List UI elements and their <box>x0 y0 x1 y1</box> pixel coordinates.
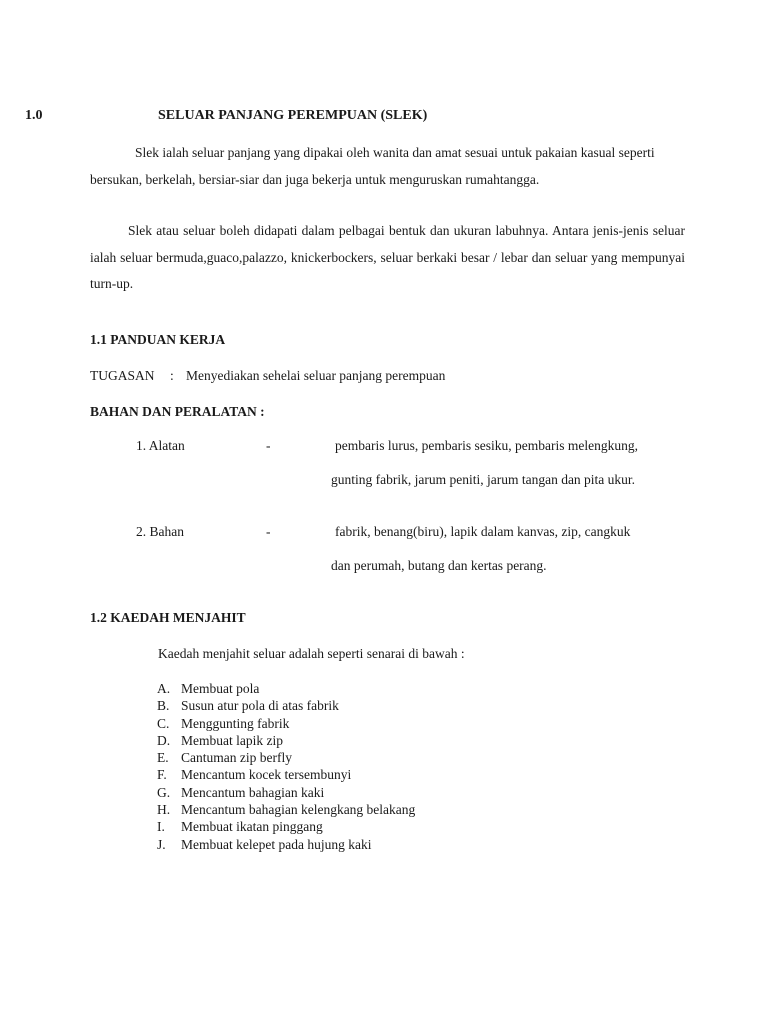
heading-number: 1.0 <box>25 108 43 123</box>
materials-title: BAHAN DAN PERALATAN : <box>90 404 265 419</box>
list-item <box>157 784 415 801</box>
list-item <box>157 801 415 818</box>
task-label: TUGASAN <box>90 368 155 383</box>
materials-dash: - <box>266 438 271 453</box>
list-item <box>157 818 415 835</box>
materials-text-line-2: dan perumah, butang dan kertas perang. <box>331 558 547 573</box>
step-letter: I. <box>157 819 165 835</box>
section-title-kaedah-menjahit: 1.2 KAEDAH MENJAHIT <box>90 610 246 625</box>
step-text: Membuat kelepet pada hujung kaki <box>181 836 372 852</box>
list-item <box>157 766 415 783</box>
task-colon: : <box>170 368 174 383</box>
step-letter: D. <box>157 732 171 748</box>
section-title-panduan-kerja: 1.1 PANDUAN KERJA <box>90 332 226 347</box>
heading-title: SELUAR PANJANG PEREMPUAN (SLEK) <box>158 108 428 123</box>
steps-list <box>157 680 415 853</box>
step-text: Mencantum bahagian kelengkang belakang <box>181 802 416 818</box>
step-text: Cantuman zip berfly <box>181 750 292 766</box>
step-text: Menggunting fabrik <box>181 715 290 731</box>
list-item <box>157 715 415 732</box>
step-text: Mencantum bahagian kaki <box>181 784 325 800</box>
materials-text-line-1: pembaris lurus, pembaris sesiku, pembaris melengkung, <box>335 438 638 453</box>
list-item <box>157 836 415 853</box>
list-item <box>157 680 415 697</box>
step-letter: C. <box>157 715 170 731</box>
step-letter: G. <box>157 784 171 800</box>
materials-text-line-2: gunting fabrik, jarum peniti, jarum tangan dan pita ukur. <box>331 472 636 487</box>
step-text: Susun atur pola di atas fabrik <box>181 698 339 714</box>
step-letter: A. <box>157 681 171 696</box>
step-text: Membuat pola <box>181 681 260 696</box>
list-item <box>157 732 415 749</box>
step-letter: E. <box>157 750 169 766</box>
step-letter: H. <box>157 802 171 818</box>
intro-paragraph-1: Slek ialah seluar panjang yang dipakai oleh wanita dan amat sesuai untuk pakaian kasual seperti bersukan, berkelah, bersiar-siar dan juga bekerja untuk menguruskan rumahtangga. <box>90 145 655 187</box>
list-item <box>157 749 415 766</box>
materials-dash: - <box>266 524 271 539</box>
step-text: Membuat lapik zip <box>181 732 283 748</box>
materials-text-line-1: fabrik, benang(biru), lapik dalam kanvas, zip, cangkuk <box>335 524 631 539</box>
materials-label: 2. Bahan <box>136 524 184 539</box>
step-letter: J. <box>157 836 166 852</box>
step-text: Membuat ikatan pinggang <box>181 819 323 835</box>
step-letter: F. <box>157 767 167 783</box>
list-item <box>157 697 415 714</box>
step-text: Mencantum kocek tersembunyi <box>181 767 352 783</box>
intro-paragraph-2: Slek atau seluar boleh didapati dalam pelbagai bentuk dan ukuran labuhnya. Antara jenis-jenis seluar ialah seluar bermuda,guaco,palazzo, knickerbockers, seluar berkaki besar / lebar dan seluar yang mempunyai turn-up. <box>90 223 685 291</box>
materials-label: 1. Alatan <box>136 438 185 453</box>
step-letter: B. <box>157 698 170 714</box>
task-text: Menyediakan sehelai seluar panjang perempuan <box>186 368 446 383</box>
steps-intro: Kaedah menjahit seluar adalah seperti senarai di bawah : <box>158 646 465 661</box>
